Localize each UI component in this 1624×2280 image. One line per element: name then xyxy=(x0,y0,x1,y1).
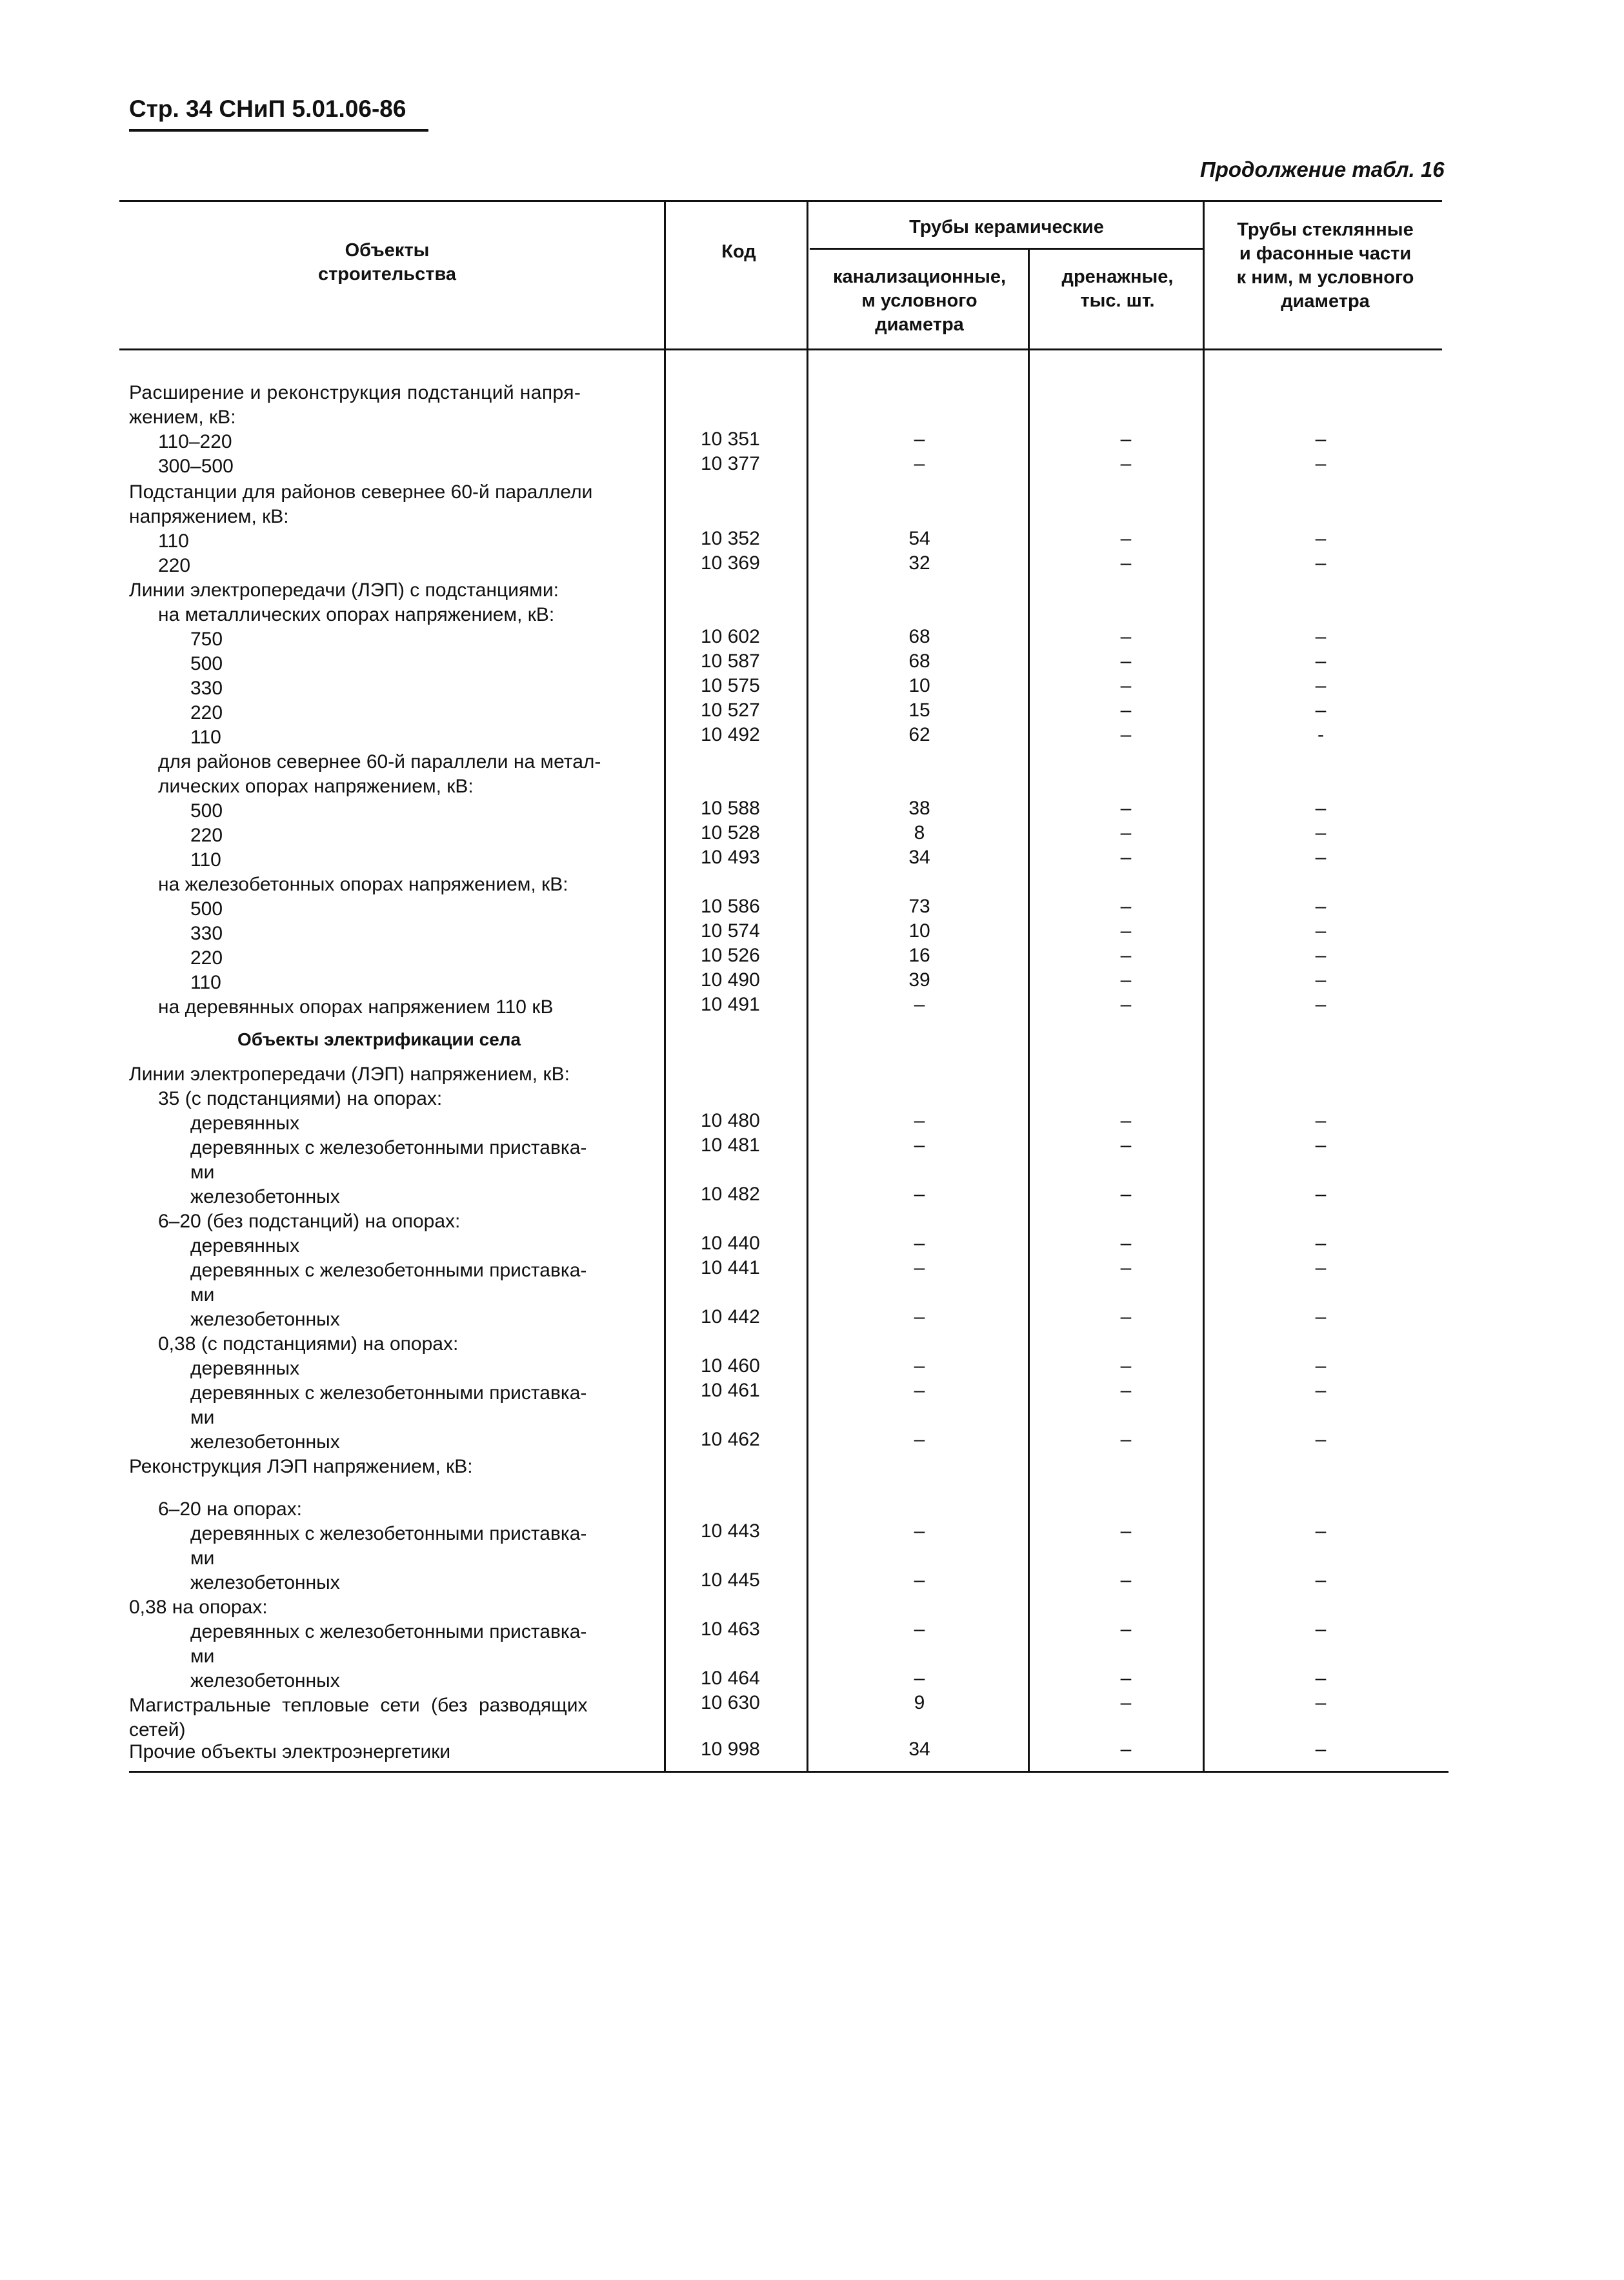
row-label: 220 xyxy=(158,555,191,576)
row-label: 330 xyxy=(190,923,223,944)
code-cell: 10 587 xyxy=(701,651,760,672)
sewer-cell: 10 xyxy=(908,675,930,696)
row-label: 110–220 xyxy=(158,431,232,452)
drainage-cell: – xyxy=(1120,626,1132,647)
row-label: на металлических опорах напряжением, кВ: xyxy=(158,604,555,625)
glass-cell: – xyxy=(1315,453,1327,474)
row-label: Расширение и реконструкция подстанций напря- жением, кВ: xyxy=(129,382,581,428)
section-heading: Объекты электрификации села xyxy=(237,1029,521,1049)
sewer-cell: 39 xyxy=(908,969,930,991)
col-header-sewer: канализационные, м условного диаметра xyxy=(832,267,1007,335)
code-cell: 10 445 xyxy=(701,1569,760,1591)
code-cell: 10 440 xyxy=(701,1233,760,1254)
row-label: деревянных с железобетонными приставка- ми xyxy=(190,1621,587,1667)
row-label: железобетонных xyxy=(190,1309,340,1330)
table-continuation-note: Продолжение табл. 16 xyxy=(1200,157,1445,181)
drainage-cell: – xyxy=(1120,1380,1132,1401)
code-cell: 10 461 xyxy=(701,1380,760,1401)
code-cell: 10 602 xyxy=(701,626,760,647)
row-label: Прочие объекты электроэнергетики xyxy=(129,1741,451,1762)
sewer-cell: 68 xyxy=(908,651,930,672)
code-cell: 10 527 xyxy=(701,700,760,721)
sewer-cell: 68 xyxy=(908,626,930,647)
sewer-cell: 32 xyxy=(908,552,930,574)
drainage-cell: – xyxy=(1120,994,1132,1015)
drainage-cell: – xyxy=(1120,1233,1132,1254)
glass-cell: – xyxy=(1315,1429,1327,1450)
sewer-cell: 34 xyxy=(908,1739,930,1760)
glass-cell: – xyxy=(1315,552,1327,574)
code-cell: 10 491 xyxy=(701,994,760,1015)
code-cell: 10 493 xyxy=(701,847,760,868)
row-label: железобетонных xyxy=(190,1670,340,1691)
table-bottom-rule xyxy=(129,1771,1449,1773)
drainage-cell: – xyxy=(1120,453,1132,474)
drainage-cell: – xyxy=(1120,1569,1132,1591)
code-cell: 10 377 xyxy=(701,453,760,474)
row-label: железобетонных xyxy=(190,1572,340,1593)
drainage-cell: – xyxy=(1120,847,1132,868)
sewer-cell: 73 xyxy=(908,896,930,917)
sewer-cell: – xyxy=(914,994,925,1015)
sewer-cell: – xyxy=(914,1306,925,1327)
row-label: 330 xyxy=(190,678,223,699)
glass-cell: – xyxy=(1315,1257,1327,1278)
row-label: Линии электропередачи (ЛЭП) с подстанциями: xyxy=(129,580,559,601)
glass-cell: – xyxy=(1315,896,1327,917)
sewer-cell: – xyxy=(914,1619,925,1640)
row-label: 750 xyxy=(190,629,223,650)
code-cell: 10 492 xyxy=(701,724,760,745)
row-label: Реконструкция ЛЭП напряжением, кВ: xyxy=(129,1456,473,1477)
code-cell: 10 998 xyxy=(701,1739,760,1760)
row-label: 110 xyxy=(190,727,221,748)
code-cell: 10 575 xyxy=(701,675,760,696)
sewer-cell: – xyxy=(914,1184,925,1205)
row-label: деревянных xyxy=(190,1113,300,1134)
glass-cell: – xyxy=(1315,847,1327,868)
glass-cell: – xyxy=(1315,994,1327,1015)
page-header: Стр. 34 СНиП 5.01.06-86 xyxy=(129,96,406,122)
glass-cell: – xyxy=(1315,675,1327,696)
glass-cell: – xyxy=(1315,429,1327,450)
glass-cell: – xyxy=(1315,1739,1327,1760)
sewer-cell: 62 xyxy=(908,724,930,745)
drainage-cell: – xyxy=(1120,1135,1132,1156)
drainage-cell: – xyxy=(1120,945,1132,966)
column-divider xyxy=(807,200,808,1772)
drainage-cell: – xyxy=(1120,1739,1132,1760)
glass-cell: – xyxy=(1315,1380,1327,1401)
glass-cell: – xyxy=(1315,1233,1327,1254)
glass-cell: – xyxy=(1315,1306,1327,1327)
sewer-cell: 34 xyxy=(908,847,930,868)
row-label: 500 xyxy=(190,653,223,674)
code-cell: 10 462 xyxy=(701,1429,760,1450)
drainage-cell: – xyxy=(1120,822,1132,843)
sewer-cell: 54 xyxy=(908,528,930,549)
sewer-cell: 10 xyxy=(908,920,930,942)
glass-cell: – xyxy=(1315,969,1327,991)
drainage-cell: – xyxy=(1120,1257,1132,1278)
sewer-cell: – xyxy=(914,1257,925,1278)
row-label: 220 xyxy=(190,702,223,723)
drainage-cell: – xyxy=(1120,1184,1132,1205)
drainage-cell: – xyxy=(1120,1668,1132,1689)
sewer-cell: – xyxy=(914,429,925,450)
code-cell: 10 526 xyxy=(701,945,760,966)
col-header-code: Код xyxy=(721,241,756,262)
drainage-cell: – xyxy=(1120,1306,1132,1327)
drainage-cell: – xyxy=(1120,1110,1132,1131)
code-cell: 10 481 xyxy=(701,1135,760,1156)
code-cell: 10 588 xyxy=(701,798,760,819)
row-label: 110 xyxy=(190,972,221,993)
row-label: деревянных с железобетонными приставка- ми xyxy=(190,1382,587,1428)
code-cell: 10 352 xyxy=(701,528,760,549)
row-label: Линии электропередачи (ЛЭП) напряжением, кВ: xyxy=(129,1064,570,1085)
sewer-cell: – xyxy=(914,1429,925,1450)
glass-cell: – xyxy=(1315,822,1327,843)
row-label: деревянных xyxy=(190,1358,300,1379)
glass-cell: – xyxy=(1315,1692,1327,1713)
drainage-cell: – xyxy=(1120,1429,1132,1450)
code-cell: 10 443 xyxy=(701,1520,760,1542)
column-divider xyxy=(664,200,666,1772)
col-header-glass-pipes: Трубы стеклянные и фасонные части к ним, м условного диаметра xyxy=(1236,219,1414,312)
row-label: железобетонных xyxy=(190,1186,340,1207)
column-divider xyxy=(1028,248,1030,1772)
code-cell: 10 441 xyxy=(701,1257,760,1278)
glass-cell: – xyxy=(1315,1110,1327,1131)
row-label: 6–20 (без подстанций) на опорах: xyxy=(158,1211,461,1232)
glass-cell: – xyxy=(1315,920,1327,942)
table-header-rule xyxy=(119,348,1442,350)
drainage-cell: – xyxy=(1120,1619,1132,1640)
glass-cell: – xyxy=(1315,1184,1327,1205)
row-label: 220 xyxy=(190,947,223,969)
sewer-cell: 8 xyxy=(914,822,925,843)
row-label: Магистральные тепловые сети (без разводящих сетей) xyxy=(129,1695,588,1740)
sewer-cell: – xyxy=(914,1110,925,1131)
glass-cell: – xyxy=(1315,528,1327,549)
drainage-cell: – xyxy=(1120,1692,1132,1713)
row-label: деревянных с железобетонными приставка- ми xyxy=(190,1523,587,1569)
drainage-cell: – xyxy=(1120,896,1132,917)
code-cell: 10 480 xyxy=(701,1110,760,1131)
sewer-cell: 9 xyxy=(914,1692,925,1713)
sewer-cell: – xyxy=(914,453,925,474)
code-cell: 10 574 xyxy=(701,920,760,942)
row-label: 35 (с подстанциями) на опорах: xyxy=(158,1088,443,1109)
row-label: для районов севернее 60-й параллели на метал- лических опорах напряжением, кВ: xyxy=(158,751,601,797)
row-label: Подстанции для районов севернее 60-й параллели напряжением, кВ: xyxy=(129,481,593,527)
row-label: 6–20 на опорах: xyxy=(158,1498,302,1520)
sewer-cell: 16 xyxy=(908,945,930,966)
glass-cell: - xyxy=(1318,724,1324,745)
glass-cell: – xyxy=(1315,1668,1327,1689)
glass-cell: – xyxy=(1315,700,1327,721)
drainage-cell: – xyxy=(1120,528,1132,549)
row-label: на деревянных опорах напряжением 110 кВ xyxy=(158,996,554,1018)
row-label: 300–500 xyxy=(158,456,234,477)
drainage-cell: – xyxy=(1120,651,1132,672)
code-cell: 10 464 xyxy=(701,1668,760,1689)
drainage-cell: – xyxy=(1120,1355,1132,1377)
code-cell: 10 528 xyxy=(701,822,760,843)
drainage-cell: – xyxy=(1120,700,1132,721)
glass-cell: – xyxy=(1315,798,1327,819)
code-cell: 10 490 xyxy=(701,969,760,991)
drainage-cell: – xyxy=(1120,969,1132,991)
drainage-cell: – xyxy=(1120,798,1132,819)
header-underline xyxy=(129,129,428,132)
drainage-cell: – xyxy=(1120,552,1132,574)
col-header-objects: Объекты строительства xyxy=(317,240,457,285)
row-label: деревянных xyxy=(190,1235,300,1256)
row-label: деревянных с железобетонными приставка- ми xyxy=(190,1137,587,1183)
glass-cell: – xyxy=(1315,1619,1327,1640)
col-header-drainage: дренажные, тыс. шт. xyxy=(1061,267,1174,311)
sewer-cell: – xyxy=(914,1380,925,1401)
row-label: 110 xyxy=(190,849,221,871)
column-divider xyxy=(1203,200,1205,1772)
sewer-cell: – xyxy=(914,1233,925,1254)
glass-cell: – xyxy=(1315,1569,1327,1591)
glass-cell: – xyxy=(1315,651,1327,672)
row-label: 0,38 (с подстанциями) на опорах: xyxy=(158,1333,459,1355)
glass-cell: – xyxy=(1315,1135,1327,1156)
code-cell: 10 463 xyxy=(701,1619,760,1640)
sewer-cell: – xyxy=(914,1135,925,1156)
ceramic-group-rule xyxy=(810,248,1205,250)
code-cell: 10 630 xyxy=(701,1692,760,1713)
sewer-cell: – xyxy=(914,1355,925,1377)
drainage-cell: – xyxy=(1120,920,1132,942)
drainage-cell: – xyxy=(1120,1520,1132,1542)
row-label: 220 xyxy=(190,825,223,846)
glass-cell: – xyxy=(1315,1355,1327,1377)
glass-cell: – xyxy=(1315,1520,1327,1542)
glass-cell: – xyxy=(1315,626,1327,647)
drainage-cell: – xyxy=(1120,429,1132,450)
sewer-cell: – xyxy=(914,1520,925,1542)
code-cell: 10 442 xyxy=(701,1306,760,1327)
col-header-ceramic-pipes: Трубы керамические xyxy=(909,217,1104,237)
sewer-cell: – xyxy=(914,1569,925,1591)
drainage-cell: – xyxy=(1120,675,1132,696)
sewer-cell: 38 xyxy=(908,798,930,819)
sewer-cell: 15 xyxy=(908,700,930,721)
row-label: 110 xyxy=(158,530,189,552)
row-label: 500 xyxy=(190,800,223,822)
glass-cell: – xyxy=(1315,945,1327,966)
drainage-cell: – xyxy=(1120,724,1132,745)
table-top-rule xyxy=(119,200,1442,202)
code-cell: 10 460 xyxy=(701,1355,760,1377)
sewer-cell: – xyxy=(914,1668,925,1689)
code-cell: 10 369 xyxy=(701,552,760,574)
code-cell: 10 586 xyxy=(701,896,760,917)
row-label: 500 xyxy=(190,898,223,920)
row-label: 0,38 на опорах: xyxy=(129,1597,268,1618)
row-label: на железобетонных опорах напряжением, кВ: xyxy=(158,874,568,895)
row-label: деревянных с железобетонными приставка- ми xyxy=(190,1260,587,1306)
code-cell: 10 351 xyxy=(701,429,760,450)
row-label: железобетонных xyxy=(190,1431,340,1453)
code-cell: 10 482 xyxy=(701,1184,760,1205)
